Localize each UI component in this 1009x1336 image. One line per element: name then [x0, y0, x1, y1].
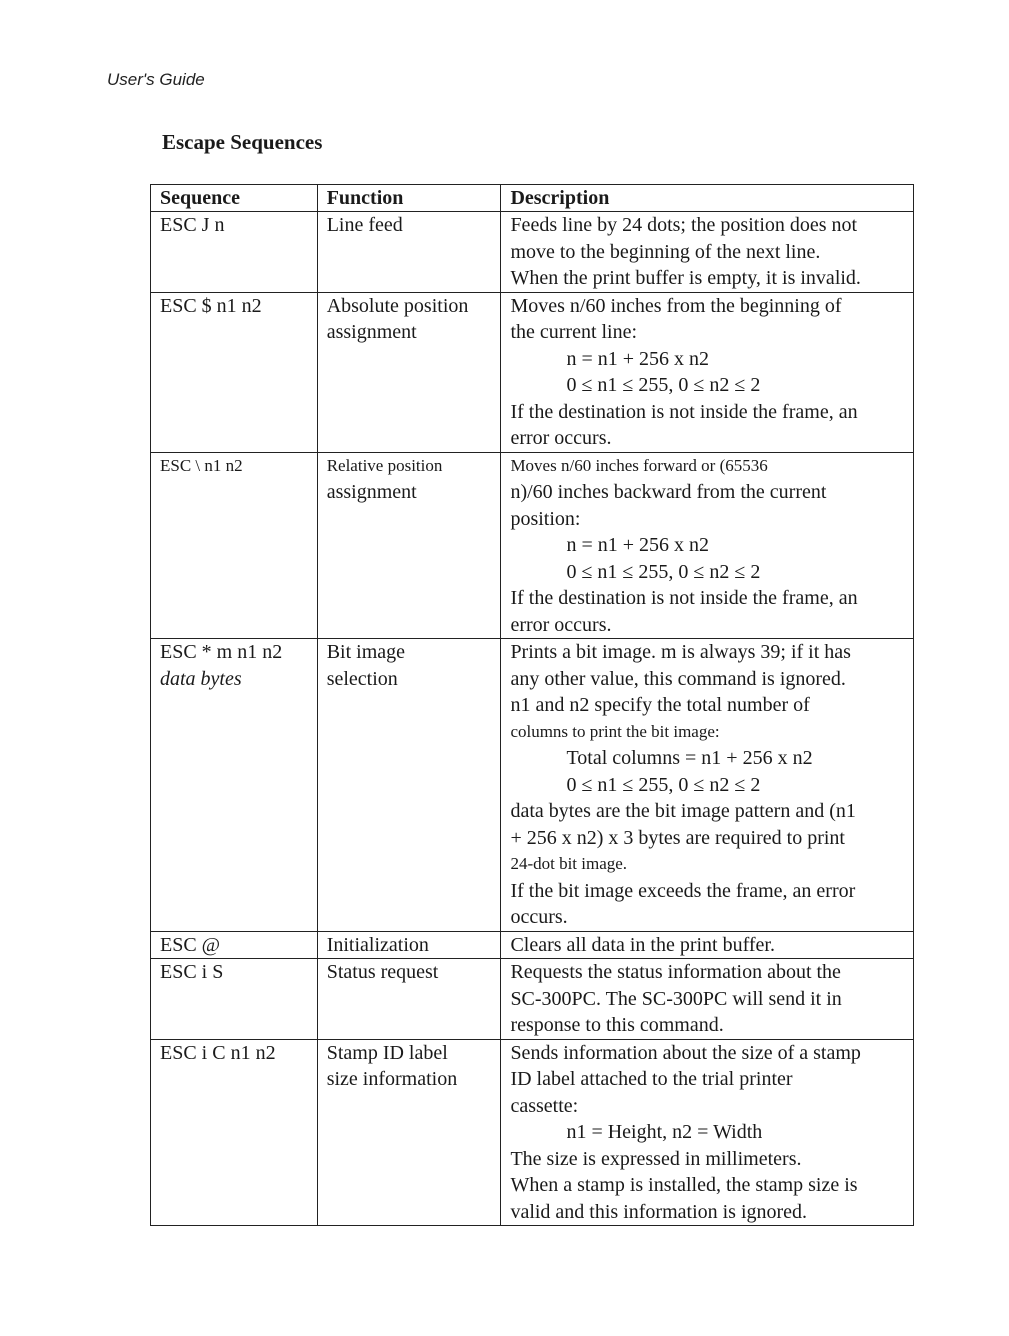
- table-header-row: [151, 185, 914, 212]
- description-line: ID label attached to the trial printer: [510, 1068, 793, 1090]
- sequence-text: ESC J n: [160, 214, 225, 236]
- description-line: any other value, this command is ignored.: [510, 667, 846, 690]
- description-line: n1 and n2 specify the total number of: [510, 694, 810, 716]
- description-line: occurs.: [510, 906, 568, 928]
- description-line: + 256 x n2) x 3 bytes are required to print: [510, 826, 845, 849]
- running-head: User's Guide: [107, 70, 205, 89]
- function-cell: [317, 1039, 501, 1226]
- sequence-cell: [151, 1039, 318, 1226]
- function-text: selection: [326, 667, 398, 690]
- function-cell: [317, 959, 501, 1040]
- description-line: n)/60 inches backward from the current: [510, 481, 827, 503]
- description-line: If the destination is not inside the frame, an: [510, 400, 858, 423]
- description-line: 24-dot bit image.: [510, 854, 628, 873]
- formula-line: 0 ≤ n1 ≤ 255, 0 ≤ n2 ≤ 2: [566, 560, 761, 583]
- description-cell: [501, 639, 914, 932]
- description-line: Clears all data in the print buffer.: [510, 933, 775, 956]
- function-text: assignment: [326, 321, 417, 343]
- function-cell: [317, 452, 501, 639]
- sequence-text: ESC $ n1 n2: [160, 294, 262, 317]
- function-text: Absolute position: [326, 294, 469, 317]
- description-cell: [501, 1039, 914, 1226]
- sequence-cell: [151, 452, 318, 639]
- escape-sequence-table: [150, 184, 914, 1226]
- function-text: Stamp ID label: [326, 1041, 448, 1064]
- description-line: cassette:: [510, 1094, 579, 1117]
- sequence-text: ESC @: [160, 933, 221, 956]
- description-line: position:: [510, 507, 581, 530]
- sequence-text: ESC i C n1 n2: [160, 1041, 276, 1064]
- sequence-text: ESC \ n1 n2: [160, 455, 243, 475]
- description-line: Moves n/60 inches from the beginning of: [510, 294, 842, 317]
- description-line: the current line:: [510, 321, 638, 343]
- description-line: Moves n/60 inches forward or (65536: [510, 455, 768, 475]
- header-description: Description: [501, 185, 914, 212]
- function-text: Line feed: [326, 214, 403, 236]
- description-cell: [501, 931, 914, 959]
- description-cell: [501, 212, 914, 293]
- table-row: [151, 1039, 914, 1226]
- description-line: move to the beginning of the next line.: [510, 240, 821, 263]
- header-sequence: Sequence: [151, 185, 318, 212]
- sequence-cell: [151, 292, 318, 452]
- description-line: When the print buffer is empty, it is invalid.: [510, 267, 861, 289]
- description-line: Feeds line by 24 dots; the position does not: [510, 214, 858, 236]
- description-line: response to this command.: [510, 1014, 724, 1036]
- description-line: Sends information about the size of a stamp: [510, 1041, 861, 1064]
- formula-line: 0 ≤ n1 ≤ 255, 0 ≤ n2 ≤ 2: [566, 773, 761, 796]
- sequence-cell: [151, 931, 318, 959]
- description-line: error occurs.: [510, 613, 612, 636]
- sequence-text: ESC i S: [160, 961, 224, 983]
- function-text: assignment: [326, 481, 417, 503]
- table-row: [151, 452, 914, 639]
- formula-line: Total columns = n1 + 256 x n2: [566, 747, 813, 769]
- table-row: [151, 639, 914, 932]
- section-title: Escape Sequences: [162, 130, 323, 154]
- function-text: Status request: [326, 961, 439, 983]
- description-line: Prints a bit image. m is always 39; if it has: [510, 641, 851, 663]
- description-line: If the destination is not inside the frame, an: [510, 587, 858, 609]
- sequence-param-text: data bytes: [160, 667, 242, 690]
- description-line: columns to print the bit image:: [510, 721, 720, 741]
- formula-line: n = n1 + 256 x n2: [566, 534, 709, 556]
- description-line: When a stamp is installed, the stamp size is: [510, 1174, 858, 1196]
- header-function: Function: [317, 185, 501, 212]
- table-row: [151, 212, 914, 293]
- function-cell: [317, 639, 501, 932]
- function-cell: [317, 292, 501, 452]
- formula-line: 0 ≤ n1 ≤ 255, 0 ≤ n2 ≤ 2: [566, 374, 761, 396]
- description-line: If the bit image exceeds the frame, an error: [510, 879, 856, 902]
- description-cell: [501, 959, 914, 1040]
- description-line: error occurs.: [510, 427, 612, 449]
- function-text: Bit image: [326, 641, 406, 663]
- description-cell: [501, 452, 914, 639]
- description-line: SC-300PC. The SC-300PC will send it in: [510, 987, 842, 1010]
- function-cell: [317, 212, 501, 293]
- description-cell: [501, 292, 914, 452]
- function-cell: [317, 931, 501, 959]
- formula-line: n1 = Height, n2 = Width: [566, 1121, 763, 1143]
- description-line: The size is expressed in millimeters.: [510, 1147, 802, 1170]
- sequence-cell: [151, 959, 318, 1040]
- table-row: [151, 292, 914, 452]
- table-row: [151, 931, 914, 959]
- sequence-text: ESC * m n1 n2: [160, 641, 283, 663]
- description-line: data bytes are the bit image pattern and (n1: [510, 800, 856, 822]
- table-row: [151, 959, 914, 1040]
- function-text: Relative position: [326, 455, 443, 475]
- sequence-cell: [151, 639, 318, 932]
- formula-line: n = n1 + 256 x n2: [566, 347, 709, 370]
- description-line: valid and this information is ignored.: [510, 1200, 808, 1223]
- function-text: Initialization: [326, 933, 429, 956]
- function-text: size information: [326, 1068, 458, 1090]
- description-line: Requests the status information about the: [510, 961, 841, 983]
- sequence-cell: [151, 212, 318, 293]
